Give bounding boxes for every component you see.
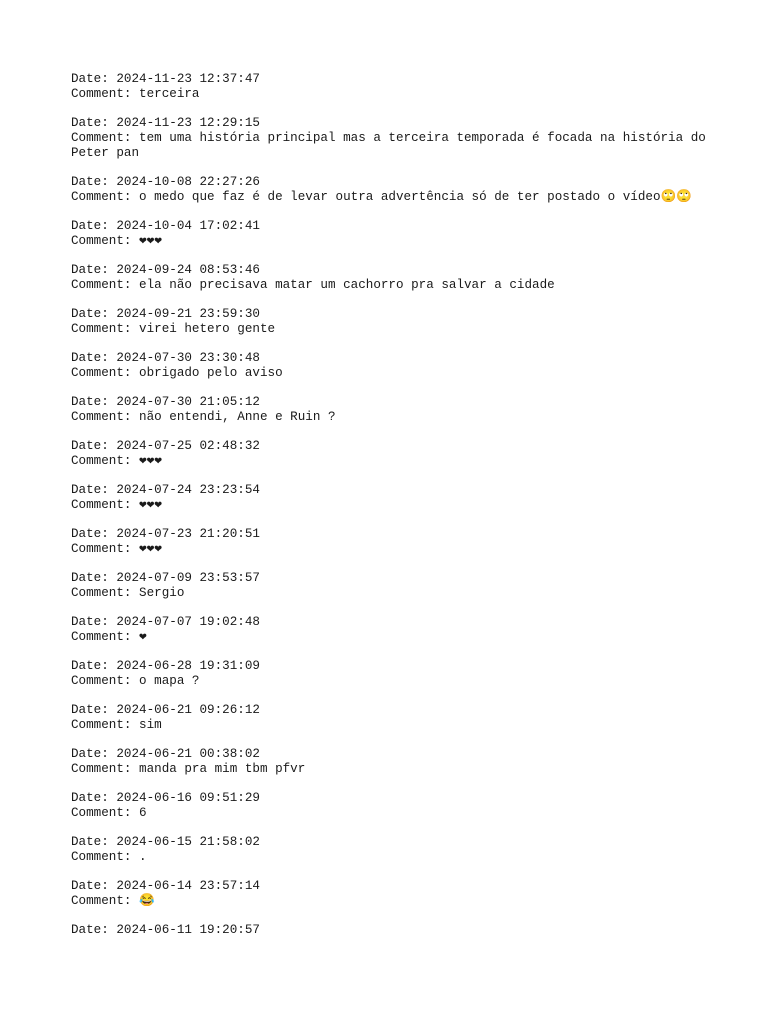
comment-label: Comment: [71, 322, 140, 336]
comment-text: não entendi, Anne e Ruin ? [139, 410, 336, 424]
comment-label: Comment: [71, 806, 140, 820]
comment-line [71, 806, 731, 821]
date-value: 2024-06-21 09:26:12 [116, 703, 260, 717]
date-line [71, 116, 731, 131]
comment-text: terceira [139, 87, 200, 101]
comment-log [71, 72, 731, 952]
comment-label: Comment: [71, 762, 140, 776]
date-label: Date: [71, 747, 117, 761]
date-label: Date: [71, 835, 117, 849]
comment-entry [71, 835, 731, 865]
comment-entry [71, 879, 731, 909]
date-label: Date: [71, 527, 117, 541]
comment-entry [71, 263, 731, 293]
date-label: Date: [71, 791, 117, 805]
date-line [71, 659, 731, 674]
comment-entry [71, 923, 731, 938]
date-value: 2024-06-28 19:31:09 [116, 659, 260, 673]
comment-label: Comment: [71, 366, 140, 380]
comment-text: manda pra mim tbm pfvr [139, 762, 306, 776]
comment-entry [71, 395, 731, 425]
comment-label: Comment: [71, 674, 140, 688]
date-line [71, 263, 731, 278]
date-line [71, 923, 731, 938]
date-line [71, 879, 731, 894]
comment-label: Comment: [71, 454, 140, 468]
date-value: 2024-11-23 12:29:15 [116, 116, 260, 130]
comment-text: . [139, 850, 147, 864]
date-line [71, 439, 731, 454]
comment-entry [71, 351, 731, 381]
comment-line [71, 630, 731, 645]
comment-label: Comment: [71, 894, 140, 908]
date-value: 2024-07-30 21:05:12 [116, 395, 260, 409]
date-label: Date: [71, 703, 117, 717]
date-label: Date: [71, 116, 117, 130]
date-line [71, 175, 731, 190]
date-line [71, 307, 731, 322]
date-label: Date: [71, 219, 117, 233]
comment-line [71, 87, 731, 102]
comment-label: Comment: [71, 498, 140, 512]
date-label: Date: [71, 439, 117, 453]
comment-line [71, 234, 731, 249]
date-line [71, 747, 731, 762]
date-line [71, 527, 731, 542]
comment-entry [71, 703, 731, 733]
date-value: 2024-07-07 19:02:48 [116, 615, 260, 629]
comment-entry [71, 116, 731, 161]
comment-text: ela não precisava matar um cachorro pra salvar a cidade [139, 278, 555, 292]
comment-label: Comment: [71, 234, 140, 248]
date-value: 2024-07-23 21:20:51 [116, 527, 260, 541]
date-label: Date: [71, 72, 117, 86]
date-line [71, 395, 731, 410]
comment-line [71, 454, 731, 469]
comment-text: 😂 [139, 894, 155, 908]
date-line [71, 835, 731, 850]
comment-line [71, 366, 731, 381]
date-line [71, 219, 731, 234]
date-label: Date: [71, 351, 117, 365]
comment-text: tem uma história principal mas a terceira temporada é focada na história do Peter pan [71, 131, 714, 160]
comment-line [71, 131, 731, 161]
comment-text: obrigado pelo aviso [139, 366, 283, 380]
comment-text: ❤❤❤ [139, 234, 162, 248]
comment-label: Comment: [71, 850, 140, 864]
comment-text: sim [139, 718, 162, 732]
date-value: 2024-09-21 23:59:30 [116, 307, 260, 321]
comment-line [71, 190, 731, 205]
date-line [71, 615, 731, 630]
date-value: 2024-06-21 00:38:02 [116, 747, 260, 761]
comment-label: Comment: [71, 718, 140, 732]
date-value: 2024-07-09 23:53:57 [116, 571, 260, 585]
date-label: Date: [71, 307, 117, 321]
comment-line [71, 542, 731, 557]
comment-line [71, 674, 731, 689]
comment-entry [71, 72, 731, 102]
comment-label: Comment: [71, 131, 140, 145]
comment-label: Comment: [71, 190, 140, 204]
comment-entry [71, 175, 731, 205]
comment-label: Comment: [71, 542, 140, 556]
date-label: Date: [71, 659, 117, 673]
date-value: 2024-10-08 22:27:26 [116, 175, 260, 189]
date-value: 2024-10-04 17:02:41 [116, 219, 260, 233]
comment-entry [71, 219, 731, 249]
date-label: Date: [71, 483, 117, 497]
comment-entry [71, 615, 731, 645]
comment-entry [71, 571, 731, 601]
date-label: Date: [71, 879, 117, 893]
comment-label: Comment: [71, 278, 140, 292]
comment-label: Comment: [71, 630, 140, 644]
date-line [71, 791, 731, 806]
date-line [71, 72, 731, 87]
comment-line [71, 410, 731, 425]
date-label: Date: [71, 395, 117, 409]
comment-line [71, 718, 731, 733]
date-value: 2024-06-16 09:51:29 [116, 791, 260, 805]
comment-line [71, 278, 731, 293]
comment-label: Comment: [71, 410, 140, 424]
comment-text: 6 [139, 806, 147, 820]
date-label: Date: [71, 175, 117, 189]
comment-line [71, 322, 731, 337]
date-label: Date: [71, 263, 117, 277]
comment-entry [71, 747, 731, 777]
comment-text: virei hetero gente [139, 322, 276, 336]
comment-text: ❤ [139, 630, 147, 644]
date-value: 2024-07-30 23:30:48 [116, 351, 260, 365]
comment-label: Comment: [71, 87, 140, 101]
comment-text: Sergio [139, 586, 185, 600]
comment-entry [71, 791, 731, 821]
date-value: 2024-07-24 23:23:54 [116, 483, 260, 497]
date-line [71, 703, 731, 718]
comment-text: ❤❤❤ [139, 454, 162, 468]
comment-text: ❤❤❤ [139, 498, 162, 512]
date-line [71, 571, 731, 586]
date-label: Date: [71, 615, 117, 629]
comment-entry [71, 483, 731, 513]
comment-line [71, 586, 731, 601]
date-label: Date: [71, 923, 117, 937]
date-value: 2024-06-15 21:58:02 [116, 835, 260, 849]
date-label: Date: [71, 571, 117, 585]
comment-line [71, 498, 731, 513]
comment-entry [71, 307, 731, 337]
date-value: 2024-09-24 08:53:46 [116, 263, 260, 277]
date-value: 2024-06-11 19:20:57 [116, 923, 260, 937]
comment-text: ❤❤❤ [139, 542, 162, 556]
date-value: 2024-11-23 12:37:47 [116, 72, 260, 86]
date-line [71, 483, 731, 498]
comment-entry [71, 659, 731, 689]
comment-line [71, 762, 731, 777]
comment-text: o medo que faz é de levar outra advertência só de ter postado o vídeo🙄🙄 [139, 190, 692, 204]
date-line [71, 351, 731, 366]
comment-entry [71, 439, 731, 469]
comment-text: o mapa ? [139, 674, 200, 688]
comment-line [71, 894, 731, 909]
date-value: 2024-07-25 02:48:32 [116, 439, 260, 453]
comment-line [71, 850, 731, 865]
comment-label: Comment: [71, 586, 140, 600]
comment-entry [71, 527, 731, 557]
date-value: 2024-06-14 23:57:14 [116, 879, 260, 893]
